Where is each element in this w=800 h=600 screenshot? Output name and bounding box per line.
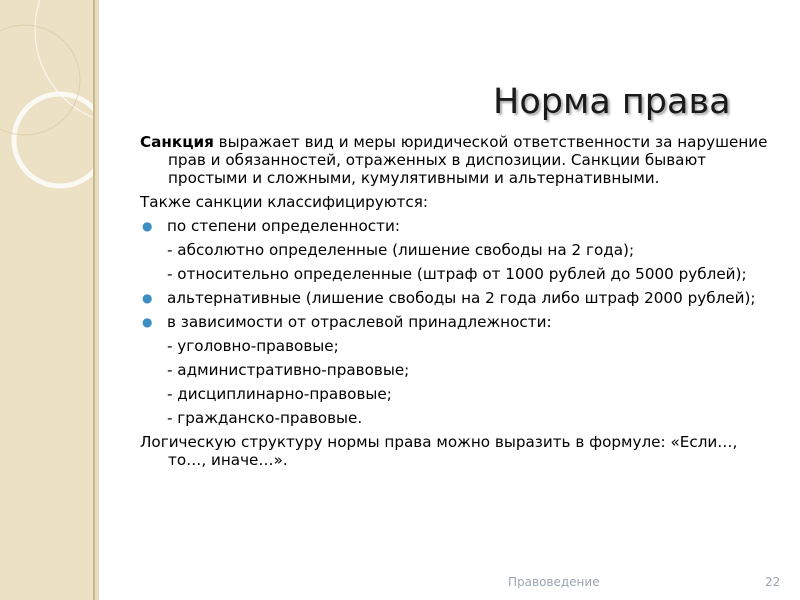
slide-number: 22	[765, 575, 781, 589]
sub-item: - гражданско-правовые.	[167, 409, 363, 427]
bullet-item	[140, 313, 780, 331]
bullet-icon: ●	[142, 315, 153, 329]
sub-item: - абсолютно определенные (лишение свободы на 2 года);	[167, 241, 635, 259]
bullet-item	[140, 217, 780, 235]
bullet-text: в зависимости от отраслевой принадлежности:	[167, 313, 552, 331]
sub-item: - административно-правовые;	[167, 361, 410, 379]
footer-subject: Правоведение	[508, 575, 600, 589]
sidebar-divider-light	[95, 0, 99, 600]
term-sanction: Санкция	[140, 133, 214, 151]
intro-text: выражает вид и меры юридической ответственности за нарушение прав и обязанностей, отраженных в диспозиции. Санкции бывают простыми и сложными, кумулятивными и альтернативными.	[168, 133, 768, 187]
sidebar-ornament	[0, 0, 93, 600]
bullet-text: альтернативные (лишение свободы на 2 года либо штраф 2000 рублей);	[167, 289, 756, 307]
bullet-text: по степени определенности:	[167, 217, 400, 235]
conclusion-paragraph: Логическую структуру нормы права можно выразить в формуле: «Если…, то…, иначе…».	[140, 433, 738, 469]
slide-title: Норма права	[493, 82, 731, 122]
classification-heading: Также санкции классифицируются:	[140, 193, 428, 211]
intro-paragraph	[140, 133, 780, 187]
sub-item: - дисциплинарно-правовые;	[167, 385, 392, 403]
sub-item: - относительно определенные (штраф от 1000 рублей до 5000 рублей);	[167, 265, 747, 283]
bullet-icon: ●	[142, 219, 153, 233]
bullet-icon: ●	[142, 291, 153, 305]
decorative-sidebar	[0, 0, 93, 600]
bullet-item	[140, 289, 780, 307]
sub-item: - уголовно-правовые;	[167, 337, 339, 355]
slide-content	[140, 133, 780, 475]
